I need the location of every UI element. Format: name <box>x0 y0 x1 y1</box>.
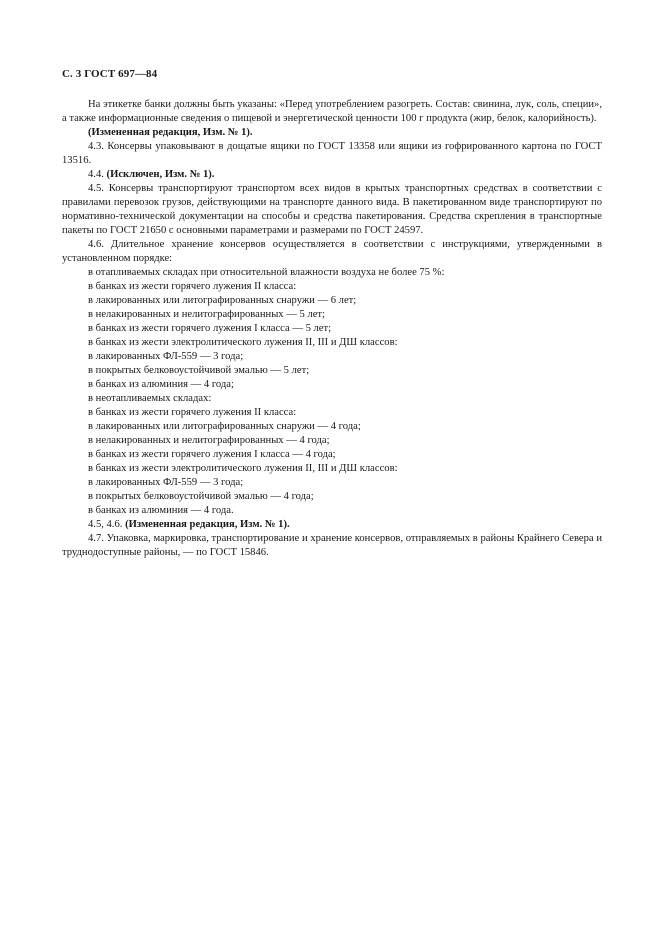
list-item: в отапливаемых складах при относительной влажности воздуха не более 75 %: <box>88 267 445 278</box>
amendment-4-5-4-6-note: (Измененная редакция, Изм. № 1). <box>125 519 290 530</box>
list-item: в покрытых белковоустойчивой эмалью — 4 года; <box>88 491 314 502</box>
list-item: в банках из алюминия — 4 года. <box>88 505 234 516</box>
list-item: в банках из алюминия — 4 года; <box>88 379 234 390</box>
paragraph-4-6: 4.6. Длительное хранение консервов осуществляется в соответствии с инструкциями, утвержденными в установленном порядке: <box>62 239 602 264</box>
document-body <box>62 98 602 560</box>
list-item: в лакированных или литографированных снаружи — 4 года; <box>88 421 361 432</box>
paragraph-label-info: На этикетке банки должны быть указаны: «Перед употреблением разогреть. Состав: свинина, лук, соль, специи», а также информационные сведения о пищевой и энергетической ценности 100 г продукта (жир, белок, калорийность). <box>62 99 602 124</box>
list-item: в банках из жести горячего лужения I класса — 5 лет; <box>88 323 332 334</box>
list-item: в неотапливаемых складах: <box>88 393 212 404</box>
list-item: в лакированных или литографированных снаружи — 6 лет; <box>88 295 357 306</box>
list-item: в лакированных ФЛ-559 — 3 года; <box>88 477 244 488</box>
storage-terms-list <box>62 266 602 518</box>
list-item: в банках из жести горячего лужения II класса: <box>88 281 297 292</box>
paragraph-4-4-note: (Исключен, Изм. № 1). <box>106 169 215 180</box>
list-item: в покрытых белковоустойчивой эмалью — 5 лет; <box>88 365 310 376</box>
page-header: С. 3 ГОСТ 697—84 <box>62 68 158 80</box>
paragraph-4-5: 4.5. Консервы транспортируют транспортом всех видов в крытых транспортных средствах в соответствии с правилами перевозок грузов, действующими на транспорте данного вида. В пакетированном виде транспортируют по нормативно-технической документации на способы и средства пакетирования. Средства скрепления в транспортные пакеты по ГОСТ 21650 с основными параметрами и размерами по ГОСТ 24597. <box>62 183 602 236</box>
amendment-note: (Измененная редакция, Изм. № 1). <box>88 127 253 138</box>
list-item: в нелакированных и нелитографированных — 4 года; <box>88 435 330 446</box>
list-item: в нелакированных и нелитографированных — 5 лет; <box>88 309 326 320</box>
paragraph-4-4 <box>62 168 602 182</box>
list-item: в банках из жести горячего лужения I класса — 4 года; <box>88 449 336 460</box>
paragraph-4-3: 4.3. Консервы упаковывают в дощатые ящики по ГОСТ 13358 или ящики из гофрированного картона по ГОСТ 13516. <box>62 141 602 166</box>
amendment-4-5-4-6-number: 4.5, 4.6. <box>88 519 126 530</box>
list-item: в банках из жести электролитического лужения II, III и ДШ классов: <box>88 337 398 348</box>
paragraph-4-7: 4.7. Упаковка, маркировка, транспортирование и хранение консервов, отправляемых в районы Крайнего Севера и труднодоступные районы, — по ГОСТ 15846. <box>62 533 602 558</box>
paragraph-4-4-number: 4.4. <box>88 169 107 180</box>
list-item: в банках из жести электролитического лужения II, III и ДШ классов: <box>88 463 398 474</box>
amendment-4-5-4-6 <box>62 518 602 532</box>
list-item: в банках из жести горячего лужения II класса: <box>88 407 297 418</box>
list-item: в лакированных ФЛ-559 — 3 года; <box>88 351 244 362</box>
